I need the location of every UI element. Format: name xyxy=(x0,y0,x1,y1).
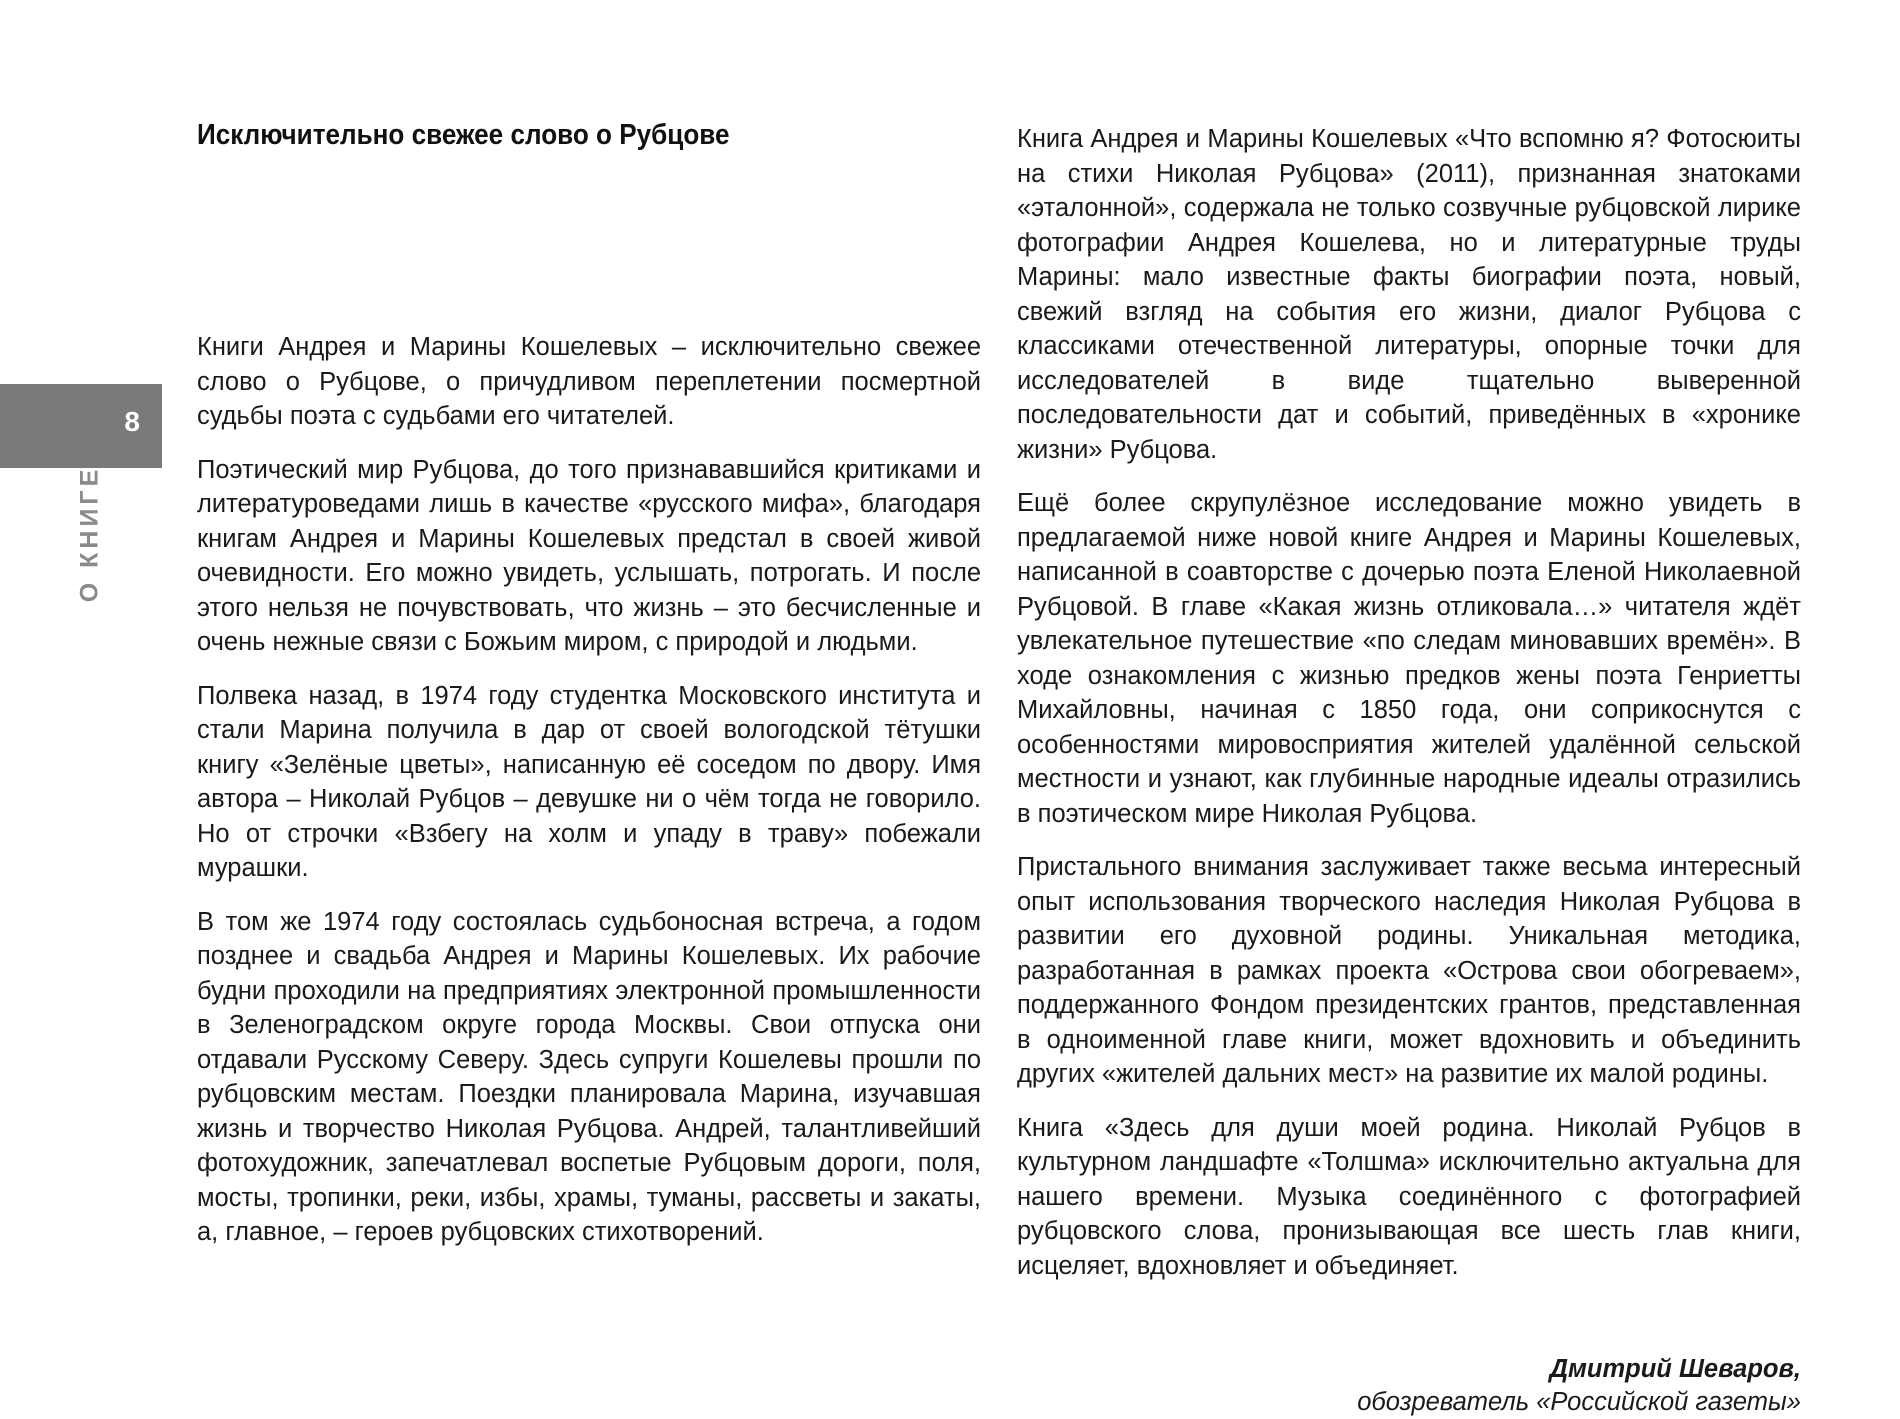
paragraph: Поэтический мир Рубцова, до того признававшийся критиками и литературоведами лишь в качестве «русского мифа», благодаря книгам Андрея и Марины Кошелевых предстал в своей живой очевидности. Его можно увидеть, услышать, потрогать. И после этого нельзя не почувствовать, что жизнь – это бесчисленные и очень нежные связи с Божьим миром, с природой и людьми. xyxy=(197,455,981,656)
right-column xyxy=(1017,122,1801,1419)
page-number: 8 xyxy=(124,406,140,437)
left-column xyxy=(197,330,981,1269)
paragraph: Полвека назад, в 1974 году студентка Московского института и стали Марина получила в дар от своей вологодской тётушки книгу «Зелёные цветы», написанную её соседом по двору. Имя автора – Николай Рубцов – девушке ни о чём тогда не говорило. Но от строчки «Взбегу на холм и упаду в траву» побежали мурашки. xyxy=(197,681,981,882)
article-title: Исключительно свежее слово о Рубцове xyxy=(197,119,730,151)
page-tab xyxy=(0,384,162,468)
signature-name: Дмитрий Шеваров, xyxy=(1549,1355,1801,1383)
signature xyxy=(1017,1353,1801,1419)
section-label: О КНИГЕ xyxy=(75,465,104,603)
paragraph: Книга Андрея и Марины Кошелевых «Что вспомню я? Фотосюиты на стихи Николая Рубцова» (2011), признанная знатоками «эталонной», содержала не только созвучные рубцовской лирике фотографии Андрея Кошелева, но и литературные труды Марины: мало известные факты биографии поэта, новый, свежий взгляд на события его жизни, диалог Рубцова с классиками отечественной литературы, опорные точки для исследователей в виде тщательно выверенной последовательности дат и событий, приведённых в «хронике жизни» Рубцова. xyxy=(1017,125,1801,464)
paragraph: Ещё более скрупулёзное исследование можно увидеть в предлагаемой ниже новой книге Андрея и Марины Кошелевых, написанной в соавторстве с дочерью поэта Еленой Николаевной Рубцовой. В главе «Какая жизнь отликовала…» читателя ждёт увлекательное путешествие «по следам миновавших времён». В ходе ознакомления с жизнью предков жены поэта Генриетты Михайловны, начиная с 1850 года, они соприкоснутся с особенностями мировосприятия жителей удалённой сельской местности и узнают, как глубинные народные идеалы отразились в поэтическом мире Николая Рубцова. xyxy=(1017,489,1801,828)
paragraph: В том же 1974 году состоялась судьбоносная встреча, а годом позднее и свадьба Андрея и Марины Кошелевых. Их рабочие будни проходили на предприятиях электронной промышленности в Зеленоградском округе города Москвы. Свои отпуска они отдавали Русскому Северу. Здесь супруги Кошелевы прошли по рубцовским местам. Поездки планировала Марина, изучавшая жизнь и творчество Николая Рубцова. Андрей, талантливейший фотохудожник, запечатлевал воспетые Рубцовым дороги, поля, мосты, тропинки, реки, избы, храмы, туманы, рассветы и закаты, а, главное, – героев рубцовских стихотворений. xyxy=(197,907,981,1246)
paragraph: Пристального внимания заслуживает также весьма интересный опыт использования творческого наследия Николая Рубцова в развитии его духовной родины. Уникальная методика, разработанная в рамках проекта «Острова свои обогреваем», поддержанного Фондом президентских грантов, представленная в одноименной главе книги, может вдохновить и объединить других «жителей дальних мест» на развитие их малой родины. xyxy=(1017,853,1801,1088)
paragraph: Книги Андрея и Марины Кошелевых – исключительно свежее слово о Рубцове, о причудливом переплетении посмертной судьбы поэта с судьбами его читателей. xyxy=(197,333,981,430)
signature-role: обозреватель «Российской газеты» xyxy=(1357,1388,1801,1416)
paragraph: Книга «Здесь для души моей родина. Николай Рубцов в культурном ландшафте «Толшма» исключительно актуальна для нашего времени. Музыка соединённого с фотографией рубцовского слова, пронизывающая все шесть глав книги, исцеляет, вдохновляет и объединяет. xyxy=(1017,1113,1801,1280)
